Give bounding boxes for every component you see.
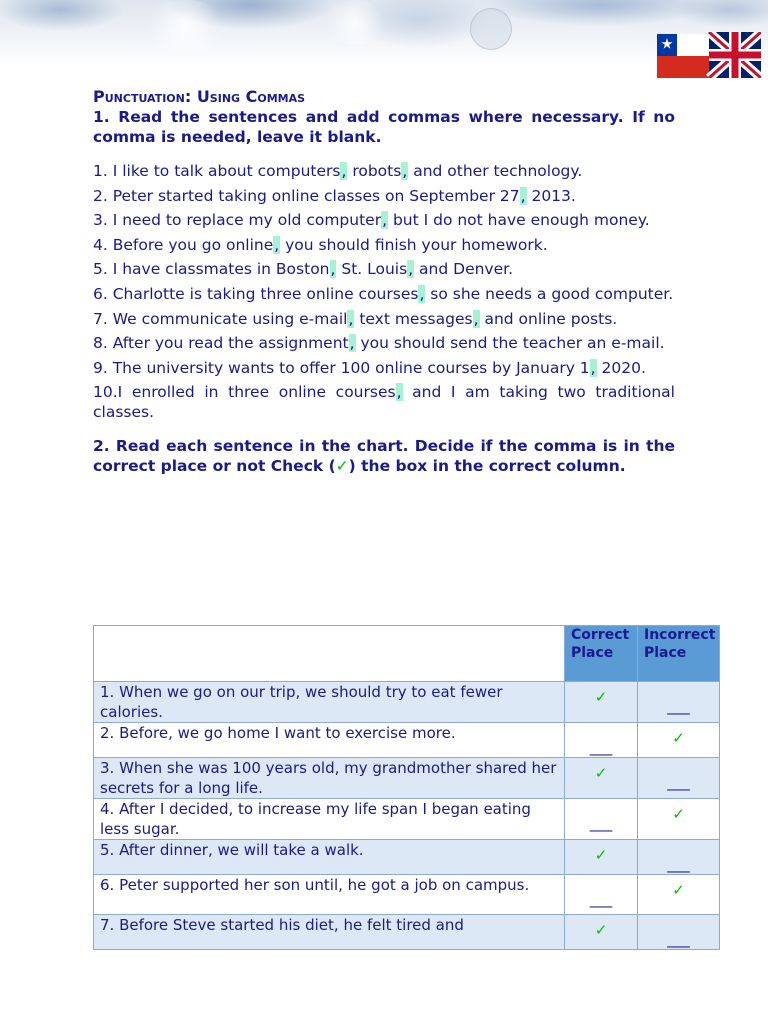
sentence-text: 5. I have classmates in Boston bbox=[93, 260, 330, 279]
comma-chart bbox=[93, 625, 720, 950]
sentence-item bbox=[93, 284, 675, 304]
row-sentence: 1. When we go on our trip, we should try to eat fewer calories. bbox=[94, 682, 565, 723]
sentence-item bbox=[93, 186, 675, 206]
sentence-text: but I do not have enough money. bbox=[388, 211, 650, 230]
cell-correct[interactable] bbox=[565, 875, 638, 915]
sentence-text: and Denver. bbox=[414, 260, 514, 279]
cell-correct[interactable] bbox=[565, 915, 638, 950]
blank-line: ___ bbox=[667, 697, 690, 715]
cell-correct[interactable] bbox=[565, 799, 638, 840]
cell-incorrect[interactable] bbox=[638, 915, 720, 950]
blank-line: ___ bbox=[667, 773, 690, 791]
sentence-item bbox=[93, 161, 675, 181]
check-mark-icon: ✓ bbox=[672, 729, 685, 747]
sentence-text: 9. The university wants to offer 100 online courses by January 1 bbox=[93, 358, 590, 377]
highlighted-comma: , bbox=[408, 260, 414, 279]
cell-incorrect[interactable] bbox=[638, 840, 720, 875]
sentence-text: 2. Peter started taking online classes on September 27 bbox=[93, 186, 520, 205]
sentence-text: 3. I need to replace my old computer bbox=[93, 211, 382, 230]
check-mark-icon: ✓ bbox=[594, 764, 608, 782]
sentence-item bbox=[93, 235, 675, 255]
cell-correct[interactable] bbox=[565, 840, 638, 875]
cell-incorrect[interactable] bbox=[638, 799, 720, 840]
row-sentence: 2. Before, we go home I want to exercise more. bbox=[94, 723, 565, 758]
cell-correct[interactable] bbox=[565, 682, 638, 723]
check-mark-icon: ✓ bbox=[594, 921, 608, 939]
sentence-list bbox=[93, 161, 675, 422]
highlighted-comma: , bbox=[330, 260, 336, 279]
page-title: Punctuation: Using Commas bbox=[93, 87, 306, 106]
flags-icon bbox=[657, 32, 761, 78]
blank-line: ___ bbox=[589, 814, 613, 832]
sentence-text: so she needs a good computer. bbox=[425, 284, 674, 303]
sentence-text: you should finish your homework. bbox=[280, 235, 548, 254]
row-sentence: 5. After dinner, we will take a walk. bbox=[94, 840, 565, 875]
check-icon: ✓ bbox=[335, 457, 349, 476]
sentence-text: 2013. bbox=[526, 186, 576, 205]
chart-header-blank bbox=[94, 626, 565, 682]
cell-correct[interactable] bbox=[565, 758, 638, 799]
sentence-item bbox=[93, 333, 675, 353]
sentence-text: 1. I like to talk about computers bbox=[93, 162, 341, 180]
sentence-item bbox=[93, 382, 675, 422]
blank-line: ___ bbox=[667, 930, 690, 948]
highlighted-comma: , bbox=[520, 186, 526, 205]
highlighted-comma: , bbox=[396, 383, 402, 402]
row-sentence: 3. When she was 100 years old, my grandmother shared her secrets for a long life. bbox=[94, 758, 565, 799]
cell-incorrect[interactable] bbox=[638, 682, 720, 723]
column-header-correct: Correct Place bbox=[565, 626, 638, 682]
highlighted-comma: , bbox=[402, 162, 408, 180]
highlighted-comma: , bbox=[473, 309, 479, 328]
table-row bbox=[94, 723, 720, 758]
highlighted-comma: , bbox=[348, 309, 354, 328]
worksheet-content bbox=[93, 86, 675, 476]
sentence-item bbox=[93, 259, 675, 279]
sentence-text: and I am taking two traditional classes. bbox=[93, 383, 675, 422]
sentence-text: and online posts. bbox=[479, 309, 618, 328]
highlighted-comma: , bbox=[382, 211, 388, 230]
table-row bbox=[94, 840, 720, 875]
table-row bbox=[94, 915, 720, 950]
table-row bbox=[94, 799, 720, 840]
column-header-incorrect: Incorrect Place bbox=[638, 626, 720, 682]
sentence-text: you should send the teacher an e-mail. bbox=[355, 334, 665, 353]
highlighted-comma: , bbox=[349, 334, 355, 353]
sentence-text: robots bbox=[347, 162, 402, 180]
sentence-text: and other technology. bbox=[408, 162, 583, 180]
row-sentence: 6. Peter supported her son until, he got a job on campus. bbox=[94, 875, 565, 915]
highlighted-comma: , bbox=[274, 235, 280, 254]
check-mark-icon: ✓ bbox=[594, 688, 608, 706]
blank-line: ___ bbox=[667, 855, 690, 873]
part2-instruction: 2. Read each sentence in the chart. Decide if the comma is in the correct place or not Check (✓) the box in the correct column. bbox=[93, 437, 675, 476]
sentence-text: text messages bbox=[354, 309, 473, 328]
sentence-item bbox=[93, 358, 675, 378]
cell-incorrect[interactable] bbox=[638, 875, 720, 915]
cell-incorrect[interactable] bbox=[638, 723, 720, 758]
row-sentence: 7. Before Steve started his diet, he felt tired and bbox=[94, 915, 565, 950]
chile-flag-icon bbox=[657, 34, 709, 78]
part1-instruction: 1. Read the sentences and add commas where necessary. If no comma is needed, leave it blank. bbox=[93, 108, 675, 146]
sentence-text: 10.I enrolled in three online courses bbox=[93, 383, 396, 402]
blank-line: ___ bbox=[589, 738, 613, 756]
sentence-text: 8. After you read the assignment bbox=[93, 334, 349, 353]
cell-incorrect[interactable] bbox=[638, 758, 720, 799]
chart-body bbox=[94, 682, 720, 950]
sentence-text: 4. Before you go online bbox=[93, 235, 274, 254]
highlighted-comma: , bbox=[341, 162, 347, 180]
check-mark-icon: ✓ bbox=[672, 805, 685, 823]
table-row bbox=[94, 758, 720, 799]
watercolor-banner bbox=[0, 0, 768, 80]
blank-line: ___ bbox=[589, 890, 613, 908]
uk-flag-icon bbox=[709, 32, 761, 78]
sentence-text: 6. Charlotte is taking three online courses bbox=[93, 284, 419, 303]
highlighted-comma: , bbox=[419, 284, 425, 303]
check-mark-icon: ✓ bbox=[594, 846, 608, 864]
sentence-item bbox=[93, 309, 675, 329]
table-row bbox=[94, 682, 720, 723]
check-mark-icon: ✓ bbox=[672, 881, 685, 899]
sentence-item bbox=[93, 210, 675, 230]
cell-correct[interactable] bbox=[565, 723, 638, 758]
sentence-text: St. Louis bbox=[336, 260, 408, 279]
table-row bbox=[94, 875, 720, 915]
sentence-text: 7. We communicate using e-mail bbox=[93, 309, 348, 328]
sentence-text: 2020. bbox=[596, 358, 646, 377]
highlighted-comma: , bbox=[590, 358, 596, 377]
row-sentence: 4. After I decided, to increase my life span I began eating less sugar. bbox=[94, 799, 565, 840]
